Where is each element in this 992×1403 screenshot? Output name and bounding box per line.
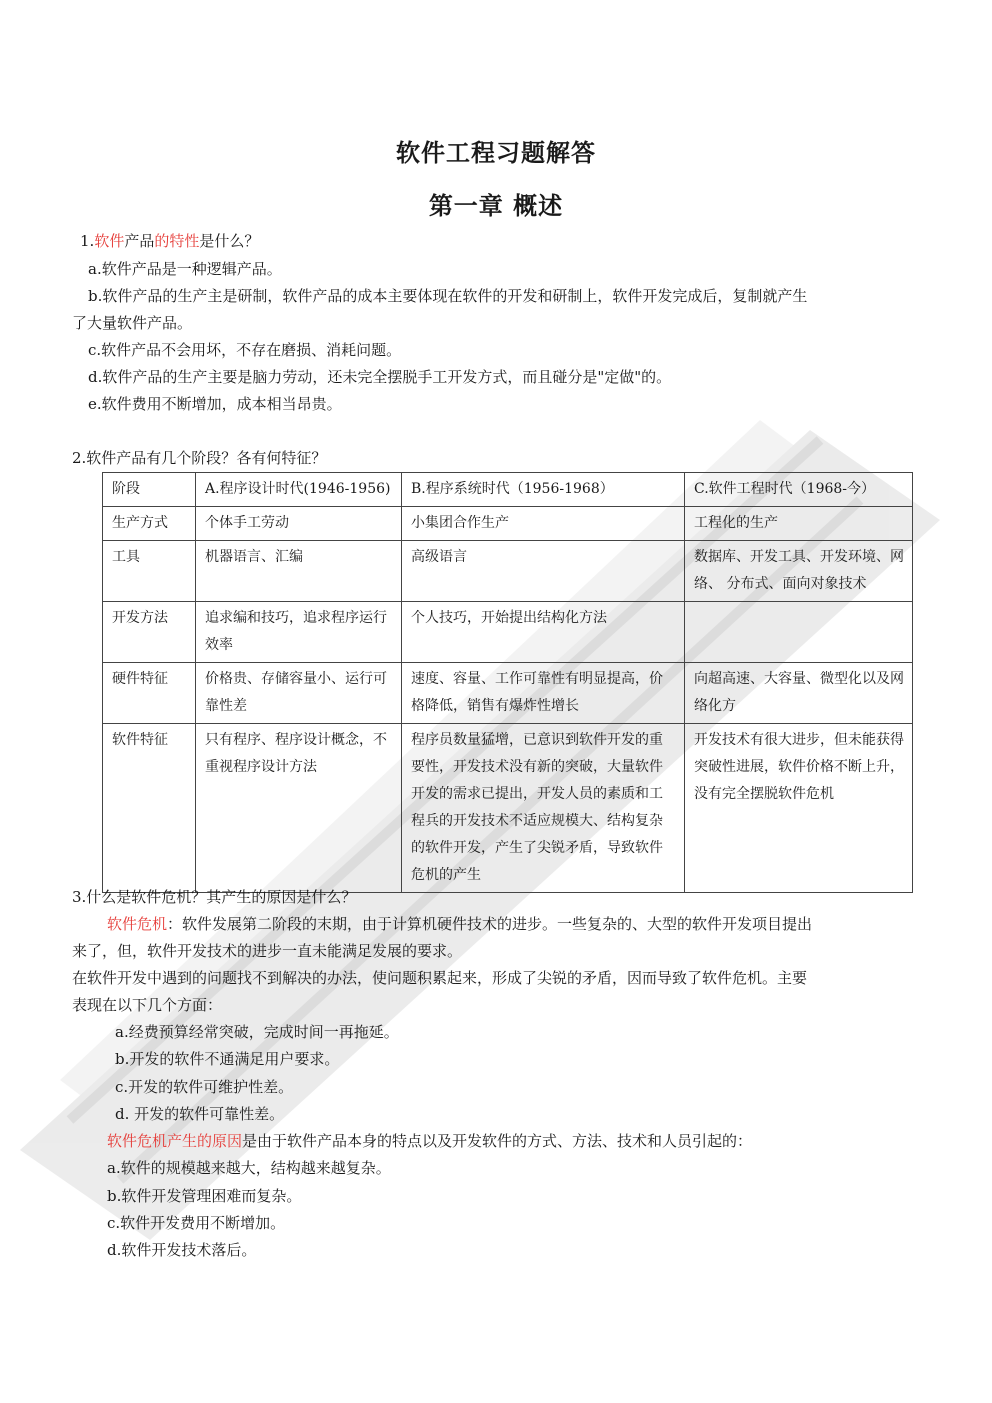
q3-symptom-b: b.开发的软件不通满足用户要求。 [115, 1050, 340, 1068]
chapter-title: 第一章 概述 [428, 191, 564, 220]
table-cell: 追求编和技巧，追求程序运行效率 [196, 602, 402, 663]
table-row [103, 602, 913, 663]
table-cell: 只有程序、程序设计概念，不重视程序设计方法 [196, 724, 402, 893]
table-row-label: 生产方式 [103, 507, 196, 541]
table-row [103, 541, 913, 602]
table-header-cell: 阶段 [103, 473, 196, 507]
table-cell: 价格贵、存储容量小、运行可靠性差 [196, 663, 402, 724]
q1-answer-e: e.软件费用不断增加，成本相当昂贵。 [88, 395, 342, 413]
table-cell [685, 602, 913, 663]
q3-cause-a: a.软件的规模越来越大，结构越来越复杂。 [107, 1159, 391, 1177]
stages-table-body [103, 473, 913, 893]
table-cell: 个人技巧，开始提出结构化方法 [402, 602, 685, 663]
q1-answer-a: a.软件产品是一种逻辑产品。 [88, 260, 282, 278]
table-cell: 速度、容量、工作可靠性有明显提高，价格降低，销售有爆炸性增长 [402, 663, 685, 724]
q3-cause-intro: 软件危机产生的原因是由于软件产品本身的特点以及开发软件的方式、方法、技术和人员引起的： [107, 1132, 753, 1150]
q2-question: 2.软件产品有几个阶段？各有何特征？ [72, 449, 327, 467]
q1-answer-d: d.软件产品的生产主要是脑力劳动，还未完全摆脱手工开发方式，而且碰分是"定做"的。 [88, 368, 672, 386]
table-header-row [103, 473, 913, 507]
table-cell: 小集团合作生产 [402, 507, 685, 541]
table-cell: 数据库、开发工具、开发环境、网络、 分布式、面向对象技术 [685, 541, 913, 602]
q1-answer-b-line2: 了大量软件产品。 [72, 314, 193, 332]
q3-paragraph-line3: 在软件开发中遇到的问题找不到解决的办法，使问题积累起来，形成了尖锐的矛盾，因而导致了软件危机。主要 [72, 969, 808, 987]
table-header-cell: C.软件工程时代（1968-今） [685, 473, 913, 507]
q3-cause-b: b.软件开发管理困难而复杂。 [107, 1187, 302, 1205]
q3-definition-line2: 来了，但，软件开发技术的进步一直未能满足发展的要求。 [72, 942, 463, 960]
q3-symptom-a: a.经费预算经常突破，完成时间一再拖延。 [115, 1023, 399, 1041]
software-stages-table [102, 472, 913, 893]
table-cell: 开发技术有很大进步，但未能获得突破性进展，软件价格不断上升，没有完全摆脱软件危机 [685, 724, 913, 893]
q3-cause-c: c.软件开发费用不断增加。 [107, 1214, 286, 1232]
q3-definition-line1: 软件危机：软件发展第二阶段的末期，由于计算机硬件技术的进步。一些复杂的、大型的软件开发项目提出 [107, 915, 813, 933]
q3-cause-d: d.软件开发技术落后。 [107, 1241, 257, 1259]
table-row-label: 工具 [103, 541, 196, 602]
table-cell: 程序员数量猛增，已意识到软件开发的重要性，开发技术没有新的突破，大量软件开发的需求已提出，开发人员的素质和工程兵的开发技术不适应规模大、结构复杂的软件开发，产生了尖锐矛盾，导致软件危机的产生 [402, 724, 685, 893]
q3-symptom-c: c.开发的软件可维护性差。 [115, 1078, 294, 1096]
table-row [103, 507, 913, 541]
q3-symptom-d: d. 开发的软件可靠性差。 [115, 1105, 285, 1123]
table-row-label: 硬件特征 [103, 663, 196, 724]
table-header-cell: A.程序设计时代(1946-1956) [196, 473, 402, 507]
table-row-label: 开发方法 [103, 602, 196, 663]
table-row-label: 软件特征 [103, 724, 196, 893]
q3-paragraph-line4: 表现在以下几个方面： [72, 996, 223, 1014]
table-header-cell: B.程序系统时代（1956-1968） [402, 473, 685, 507]
table-cell: 工程化的生产 [685, 507, 913, 541]
table-cell: 高级语言 [402, 541, 685, 602]
table-cell: 机器语言、汇编 [196, 541, 402, 602]
q3-question: 3.什么是软件危机？其产生的原因是什么？ [72, 888, 357, 906]
q1-answer-b-line1: b.软件产品的生产主是研制，软件产品的成本主要体现在软件的开发和研制上，软件开发完成后，复制就产生 [88, 287, 808, 305]
doc-title: 软件工程习题解答 [396, 138, 596, 167]
table-row [103, 724, 913, 893]
table-cell: 向超高速、大容量、微型化以及网络化方 [685, 663, 913, 724]
table-cell: 个体手工劳动 [196, 507, 402, 541]
q1-answer-c: c.软件产品不会用坏，不存在磨损、消耗问题。 [88, 341, 402, 359]
table-row [103, 663, 913, 724]
q1-question: 1.软件产品的特性是什么？ [80, 232, 260, 250]
